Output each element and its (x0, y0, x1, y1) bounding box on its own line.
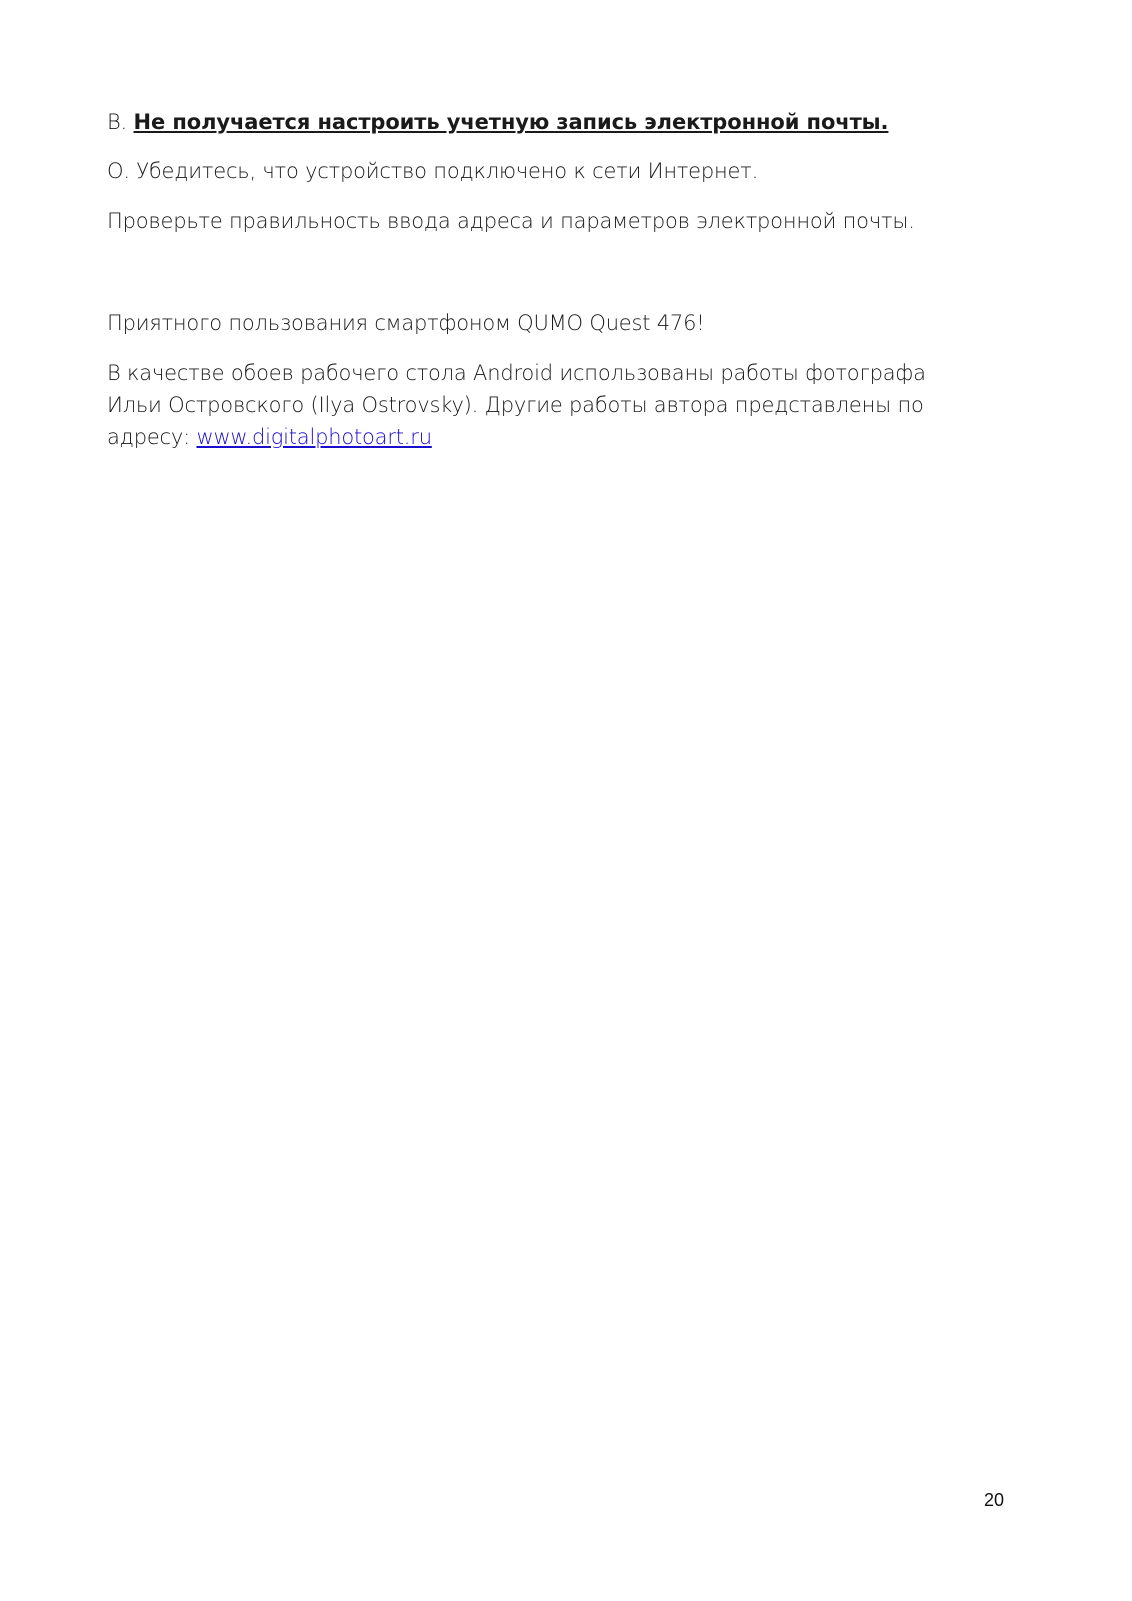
wallpaper-credit (107, 357, 1027, 453)
question-prefix: В. (107, 110, 134, 134)
page-content (107, 106, 1027, 453)
faq-question (107, 106, 1027, 138)
closing-enjoy: Приятного пользования смартфоном QUMO Quest 476! (107, 311, 705, 335)
faq-check-note: Проверьте правильность ввода адреса и параметров электронной почты. (107, 209, 915, 233)
wallpaper-credit-line3-prefix: адресу: (107, 425, 197, 449)
faq-answer: О. Убедитесь, что устройство подключено к сети Интернет. (107, 159, 759, 183)
question-title: Не получается настроить учетную запись электронной почты. (133, 110, 889, 134)
page-number: 20 (983, 1490, 1004, 1510)
wallpaper-credit-line2: Ильи Островского (Ilya Ostrovsky). Другие работы автора представлены по (107, 393, 924, 417)
photographer-website-link[interactable]: www.digitalphotoart.ru (196, 425, 432, 449)
wallpaper-credit-line1: В качестве обоев рабочего стола Android использованы работы фотографа (107, 361, 926, 385)
